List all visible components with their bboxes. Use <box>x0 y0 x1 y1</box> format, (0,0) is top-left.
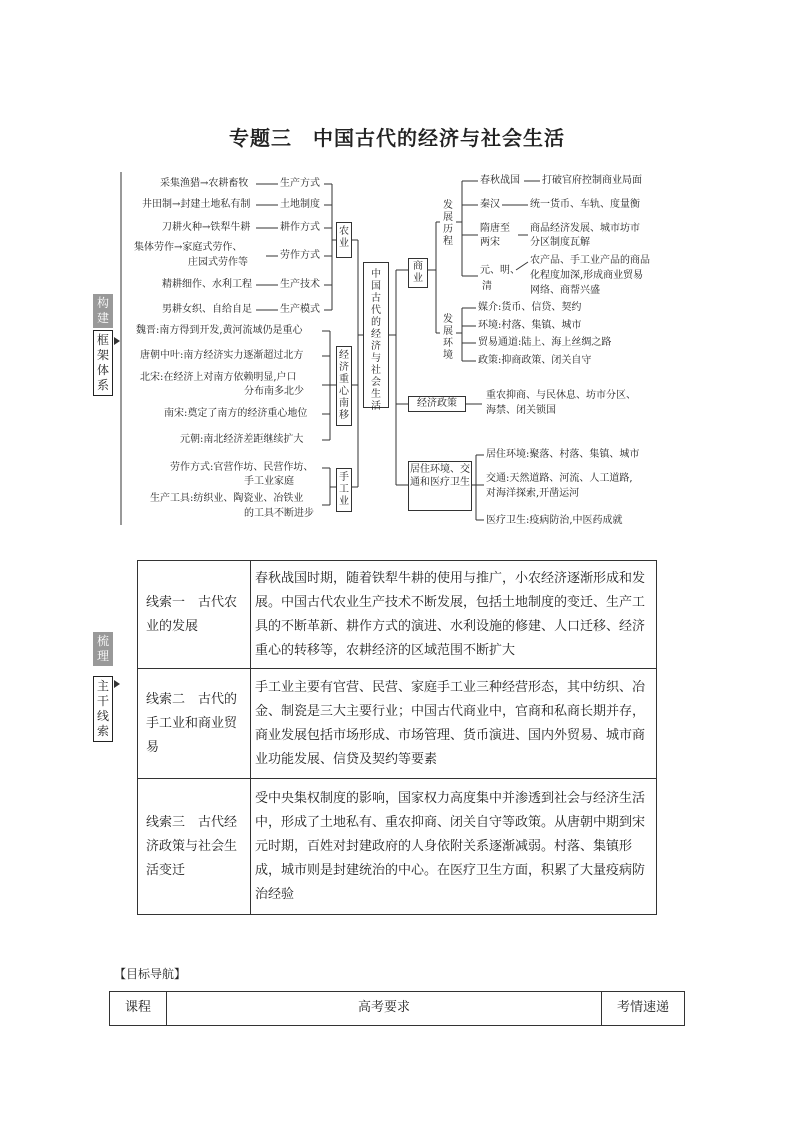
clue-text: 受中央集权制度的影响，国家权力高度集中并渗透到社会与经济生活中，形成了土地私有、重农抑商、闭关自守等政策。从唐朝中期到宋元时期，百姓对封建政府的人身依附关系逐渐减弱。村落、集镇形成，城市则是封建统治的中心。在医疗卫生方面，积累了大量疫病防治经验 <box>251 779 657 915</box>
econ-center-row: 元朝:南北经济差距继续扩大 <box>180 434 304 445</box>
agri-row-left: 刀耕火种→铁犁牛耕 <box>162 222 251 233</box>
agri-row-right: 生产模式 <box>280 304 320 315</box>
handicraft-row: 劳作方式:官营作坊、民营作坊、 <box>170 462 314 473</box>
commerce-era: 隋唐至 <box>480 223 510 234</box>
econ-center-row: 唐朝中叶:南方经济实力逐渐超过北方 <box>140 350 304 361</box>
handicraft-box: 手工业 <box>336 468 352 512</box>
commerce-history-label: 发展历程 <box>443 200 453 247</box>
policy-desc-cont: 海禁、闭关锁国 <box>486 405 556 416</box>
side-tab-mainline: 主干线索 <box>93 676 113 742</box>
agri-row-left: 男耕女织、自给自足 <box>162 304 252 315</box>
handicraft-row: 手工业家庭 <box>244 476 294 487</box>
agri-row-left: 集体劳作→家庭式劳作、 <box>134 242 243 253</box>
policy-box: 经济政策 <box>408 396 466 412</box>
agri-row-left: 精耕细作、水利工程 <box>162 279 252 290</box>
table-row <box>138 779 657 915</box>
commerce-era: 秦汉 <box>480 199 500 210</box>
clue-name: 线索二 古代的手工业和商业贸易 <box>138 669 251 779</box>
commerce-era-cont: 两宋 <box>480 237 500 248</box>
commerce-era-desc-cont: 化程度加深,形成商业贸易 <box>530 270 644 281</box>
agri-row-right: 生产技术 <box>280 279 320 290</box>
table-row <box>110 992 685 1026</box>
econ-center-row-cont: 分布南多北少 <box>244 386 304 397</box>
living-row: 对海洋探索,开凿运河 <box>486 488 580 499</box>
arrow-right-icon <box>114 680 120 688</box>
commerce-env-label: 发展环境 <box>443 314 453 361</box>
page-title: 专题三 中国古代的经济与社会生活 <box>229 126 565 150</box>
side-tab-framework: 框架体系 <box>93 330 113 396</box>
agri-row-right: 生产方式 <box>280 178 320 189</box>
goal-header-requirement: 高考要求 <box>167 992 602 1026</box>
clue-name: 线索三 古代经济政策与社会生活变迁 <box>138 779 251 915</box>
agri-row-right: 耕作方式 <box>280 222 320 233</box>
commerce-era-desc: 农产品、手工业产品的商品 <box>530 255 650 266</box>
commerce-era-desc: 统一货币、车轨、度量衡 <box>530 199 640 210</box>
handicraft-row: 的工具不断进步 <box>244 508 314 519</box>
agri-row-left: 采集渔猎→农耕畜牧 <box>160 178 249 189</box>
commerce-env-row: 贸易通道:陆上、海上丝绸之路 <box>478 337 612 348</box>
arrow-right-icon <box>114 337 120 345</box>
commerce-era-desc-cont: 网络、商帮兴盛 <box>530 285 600 296</box>
agri-row-right: 土地制度 <box>280 199 320 210</box>
living-row: 交通:天然道路、河流、人工道路, <box>486 473 633 484</box>
commerce-env-row: 环境:村落、集镇、城市 <box>478 320 582 331</box>
table-row <box>138 561 657 669</box>
commerce-era-cont: 清 <box>482 281 492 292</box>
agriculture-box: 农业 <box>336 222 352 258</box>
commerce-era: 元、明、 <box>480 265 520 276</box>
clue-text: 春秋战国时期，随着铁犁牛耕的使用与推广，小农经济逐渐形成和发展。中国古代农业生产技术不断发展，包括土地制度的变迁、生产工具的不断革新、耕作方式的演进、水利设施的修建、人口迁移、经济重心的转移等，农耕经济的区域范围不断扩大 <box>251 561 657 669</box>
economic-center-box: 经济重心南移 <box>336 346 352 426</box>
econ-center-row: 南宋:奠定了南方的经济重心地位 <box>164 408 308 419</box>
econ-center-row: 魏晋:南方得到开发,黄河流域仍是重心 <box>136 325 303 336</box>
side-tab-sort: 梳理 <box>93 632 113 666</box>
policy-desc: 重农抑商、与民休息、坊市分区、 <box>486 390 636 401</box>
clues-table <box>137 560 657 915</box>
commerce-era: 春秋战国 <box>480 175 520 186</box>
goal-header-trend: 考情速递 <box>602 992 685 1026</box>
agri-row-left-cont: 庄园式劳作等 <box>188 257 248 268</box>
commerce-era-desc: 打破官府控制商业局面 <box>542 175 642 186</box>
table-row <box>138 669 657 779</box>
commerce-env-row: 政策:抑商政策、闭关自守 <box>478 355 592 366</box>
commerce-era-desc: 商品经济发展、城市坊市 <box>530 223 640 234</box>
commerce-env-row: 媒介:货币、信贷、契约 <box>478 302 582 313</box>
econ-center-row: 北宋:在经济上对南方依赖明显,户口 <box>140 372 297 383</box>
commerce-era-desc-cont: 分区制度瓦解 <box>530 237 590 248</box>
goal-table <box>109 991 685 1026</box>
clue-text: 手工业主要有官营、民营、家庭手工业三种经营形态，其中纺织、冶金、制瓷是三大主要行业；中国古代商业中，官商和私商长期并存，商业发展包括市场形成、市场管理、货币演进、国内外贸易、城市商业功能发展、信贷及契约等要素 <box>251 669 657 779</box>
clue-name: 线索一 古代农业的发展 <box>138 561 251 669</box>
goal-nav-label: 【目标导航】 <box>114 967 187 981</box>
living-box: 居住环境、交通和医疗卫生 <box>408 461 472 511</box>
commerce-box: 商业 <box>408 258 428 288</box>
agri-row-right: 劳作方式 <box>280 250 320 261</box>
agri-row-left: 井田制→封建土地私有制 <box>142 199 251 210</box>
goal-header-course: 课程 <box>110 992 167 1026</box>
side-tab-build: 构建 <box>93 294 113 328</box>
center-topic-box: 中国古代的经济与社会生活 <box>363 262 389 408</box>
living-row: 居住环境:聚落、村落、集镇、城市 <box>486 449 640 460</box>
handicraft-row: 生产工具:纺织业、陶瓷业、冶铁业 <box>150 493 304 504</box>
mindmap-connectors <box>0 0 794 560</box>
living-row: 医疗卫生:疫病防治,中医药成就 <box>486 515 623 526</box>
